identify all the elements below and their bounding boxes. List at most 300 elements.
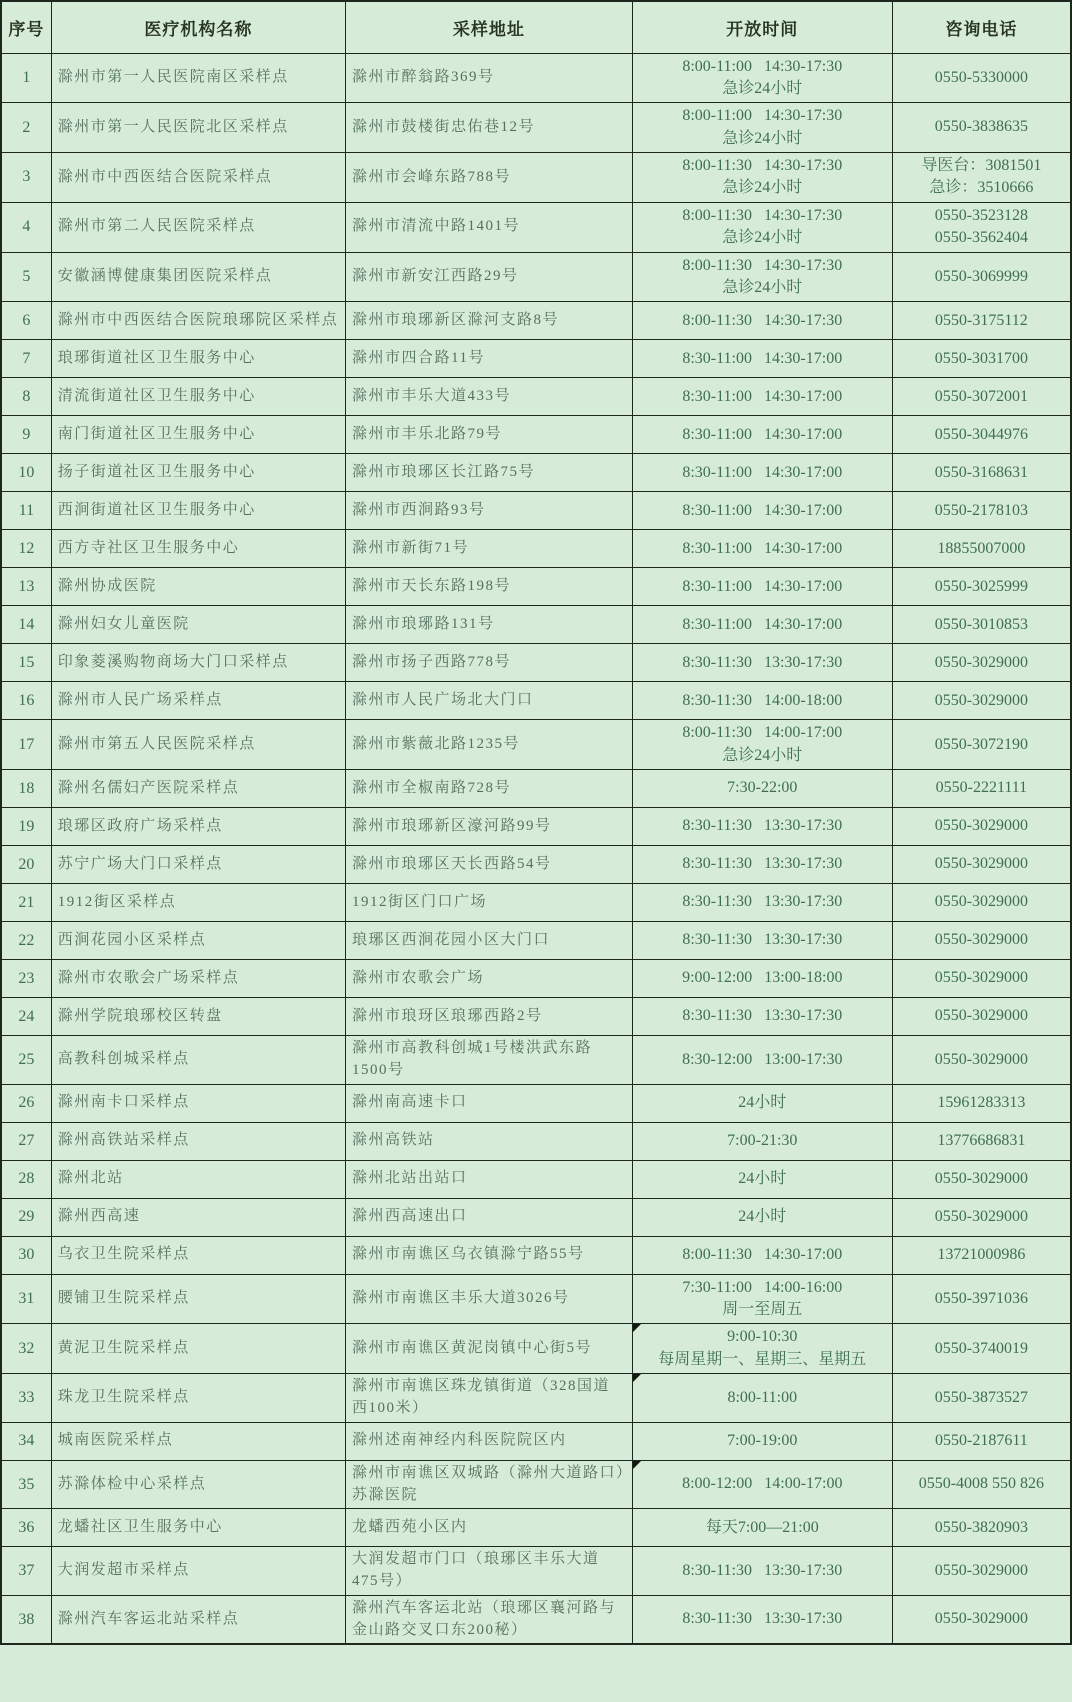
institution-name-line: 滁州市第五人民医院采样点 xyxy=(57,735,256,752)
institution-name xyxy=(51,960,345,998)
phone-number-line: 0550-3029000 xyxy=(934,653,1029,671)
phone-number-line: 0550-5330000 xyxy=(934,68,1029,86)
row-number-line: 24 xyxy=(18,1007,35,1025)
institution-name xyxy=(51,103,345,153)
institution-name xyxy=(51,720,345,770)
row-number-line: 11 xyxy=(18,501,35,519)
table-row xyxy=(1,302,1071,340)
sampling-address-line: 滁州市清流中路1401号 xyxy=(352,218,521,235)
institution-name-line: 大润发超市采样点 xyxy=(57,1562,190,1579)
phone-number xyxy=(892,1274,1071,1324)
institution-name-line: 滁州南卡口采样点 xyxy=(57,1094,190,1111)
table-row xyxy=(1,884,1071,922)
institution-name xyxy=(51,1236,345,1274)
table-row xyxy=(1,1198,1071,1236)
phone-number-line: 0550-2221111 xyxy=(935,779,1028,797)
sampling-address xyxy=(346,1122,633,1160)
row-number xyxy=(1,252,51,302)
sampling-address-line: 滁州市全椒南路728号 xyxy=(352,779,512,796)
sampling-address-line: 滁州市琅琊新区滁河支路8号 xyxy=(352,312,560,329)
row-number xyxy=(1,103,51,153)
opening-hours xyxy=(632,1509,892,1547)
opening-hours xyxy=(632,1324,892,1374)
table-row xyxy=(1,492,1071,530)
institution-name xyxy=(51,998,345,1036)
row-number-line: 17 xyxy=(18,735,35,753)
row-number-line: 21 xyxy=(18,893,35,911)
institution-name-line: 滁州市农歌会广场采样点 xyxy=(57,969,240,986)
phone-number xyxy=(892,1324,1071,1374)
institution-name-line: 滁州市第一人民医院北区采样点 xyxy=(57,118,289,135)
phone-number xyxy=(892,1122,1071,1160)
opening-hours xyxy=(632,1422,892,1460)
phone-number xyxy=(892,1595,1071,1644)
opening-hours xyxy=(632,153,892,203)
row-number-line: 15 xyxy=(18,653,35,671)
institution-name xyxy=(51,682,345,720)
sampling-address xyxy=(346,808,633,846)
row-number xyxy=(1,1160,51,1198)
sampling-address-line: 滁州市琅琊区天长西路54号 xyxy=(352,855,552,872)
row-number-line: 20 xyxy=(18,855,35,873)
sampling-address-line: 滁州市天长东路198号 xyxy=(352,578,512,595)
sampling-address xyxy=(346,416,633,454)
phone-number-line: 0550-3168631 xyxy=(934,463,1029,481)
sampling-address-line: 滁州市紫薇北路1235号 xyxy=(352,735,521,752)
sampling-address-line: 滁州市琅琊新区濠河路99号 xyxy=(352,817,552,834)
phone-number xyxy=(892,808,1071,846)
phone-number xyxy=(892,530,1071,568)
opening-hours xyxy=(632,1198,892,1236)
sampling-address-line: 滁州市南谯区丰乐大道3026号 xyxy=(352,1290,570,1307)
table-row xyxy=(1,1036,1071,1085)
phone-number-line: 0550-4008 550 826 xyxy=(918,1475,1045,1493)
sampling-address-line: 滁州市南谯区双城路（滁州大道路口）苏滁医院 xyxy=(352,1464,626,1503)
opening-hours xyxy=(632,1160,892,1198)
phone-number xyxy=(892,1198,1071,1236)
sampling-address-line: 琅琊区西涧花园小区大门口 xyxy=(352,931,551,948)
row-number-line: 10 xyxy=(18,463,35,481)
institution-name xyxy=(51,416,345,454)
phone-number-line: 0550-3029000 xyxy=(934,1610,1029,1628)
row-number-line: 19 xyxy=(18,817,35,835)
row-number-line: 30 xyxy=(18,1246,35,1264)
table-row xyxy=(1,454,1071,492)
opening-hours-line: 8:00-11:00 14:30-17:30 xyxy=(682,57,843,75)
row-number xyxy=(1,1236,51,1274)
phone-number-line: 0550-3740019 xyxy=(934,1339,1029,1357)
phone-number xyxy=(892,922,1071,960)
sampling-address xyxy=(346,1422,633,1460)
opening-hours-line: 7:30-11:00 14:00-16:00 xyxy=(682,1278,843,1296)
phone-number xyxy=(892,884,1071,922)
institution-name-line: 滁州市第一人民医院南区采样点 xyxy=(57,69,289,86)
table-row xyxy=(1,530,1071,568)
table-row xyxy=(1,378,1071,416)
opening-hours-line: 8:30-11:30 13:30-17:30 xyxy=(682,653,843,671)
sampling-address-line: 滁州市新街71号 xyxy=(352,540,470,557)
table-row xyxy=(1,960,1071,998)
opening-hours xyxy=(632,770,892,808)
phone-number-line: 0550-3029000 xyxy=(934,1007,1029,1025)
opening-hours-line: 8:00-11:30 14:30-17:30 xyxy=(682,311,843,329)
opening-hours xyxy=(632,378,892,416)
opening-hours-line: 急诊24小时 xyxy=(722,229,803,247)
row-number-line: 6 xyxy=(22,311,31,329)
header-opening-hours: 开放时间 xyxy=(632,1,892,53)
sampling-address-line: 滁州市琅琊区长江路75号 xyxy=(352,464,536,481)
table-row xyxy=(1,1160,1071,1198)
phone-number xyxy=(892,1160,1071,1198)
opening-hours xyxy=(632,1374,892,1423)
opening-hours xyxy=(632,454,892,492)
institution-name-line: 扬子街道社区卫生服务中心 xyxy=(57,464,256,481)
sampling-address-line: 滁州高铁站 xyxy=(352,1132,435,1149)
row-number-line: 13 xyxy=(18,577,35,595)
opening-hours xyxy=(632,1274,892,1324)
institution-name-line: 滁州协成医院 xyxy=(57,578,157,595)
opening-hours xyxy=(632,1036,892,1085)
row-number-line: 4 xyxy=(22,218,31,236)
institution-name-line: 南门街道社区卫生服务中心 xyxy=(57,426,256,443)
phone-number xyxy=(892,770,1071,808)
opening-hours xyxy=(632,1122,892,1160)
sampling-address-line: 滁州市四合路11号 xyxy=(352,350,485,367)
sampling-address xyxy=(346,454,633,492)
row-number xyxy=(1,682,51,720)
header-institution-name: 医疗机构名称 xyxy=(51,1,345,53)
opening-hours xyxy=(632,492,892,530)
sampling-address xyxy=(346,606,633,644)
opening-hours-line: 每天7:00—21:00 xyxy=(705,1518,819,1536)
institution-name xyxy=(51,1160,345,1198)
table-row xyxy=(1,1547,1071,1596)
sampling-address xyxy=(346,1084,633,1122)
opening-hours-line: 8:30-11:30 13:30-17:30 xyxy=(682,1610,843,1628)
row-number xyxy=(1,492,51,530)
row-number-line: 28 xyxy=(18,1170,35,1188)
table-row xyxy=(1,1236,1071,1274)
row-number-line: 5 xyxy=(22,268,31,286)
sampling-address xyxy=(346,340,633,378)
table-row xyxy=(1,1509,1071,1547)
opening-hours-line: 8:30-11:30 13:30-17:30 xyxy=(682,893,843,911)
phone-number-line: 导医台：3081501 xyxy=(921,157,1042,175)
institution-name-line: 西方寺社区卫生服务中心 xyxy=(57,540,240,557)
opening-hours-line: 7:30-22:00 xyxy=(727,779,798,797)
institution-name-line: 滁州妇女儿童医院 xyxy=(57,616,190,633)
institution-name-line: 苏滁体检中心采样点 xyxy=(57,1475,207,1492)
phone-number xyxy=(892,252,1071,302)
institution-name-line: 腰铺卫生院采样点 xyxy=(57,1290,190,1307)
phone-number xyxy=(892,103,1071,153)
sampling-address xyxy=(346,1547,633,1596)
institution-name xyxy=(51,1547,345,1596)
row-number xyxy=(1,720,51,770)
opening-hours-line: 8:30-11:30 13:30-17:30 xyxy=(682,1561,843,1579)
phone-number-line: 0550-2178103 xyxy=(934,501,1029,519)
phone-number-line: 0550-3029000 xyxy=(934,817,1029,835)
institution-name-line: 滁州高铁站采样点 xyxy=(57,1132,190,1149)
row-number xyxy=(1,1084,51,1122)
row-number xyxy=(1,1460,51,1509)
table-row xyxy=(1,103,1071,153)
row-number-line: 32 xyxy=(18,1339,35,1357)
row-number xyxy=(1,454,51,492)
institution-name-line: 乌衣卫生院采样点 xyxy=(57,1246,190,1263)
opening-hours xyxy=(632,252,892,302)
institution-name xyxy=(51,644,345,682)
institution-name-line: 清流街道社区卫生服务中心 xyxy=(57,388,256,405)
opening-hours xyxy=(632,1084,892,1122)
opening-hours-line: 9:00-10:30 xyxy=(727,1328,798,1346)
sampling-address xyxy=(346,252,633,302)
table-body xyxy=(1,53,1071,1644)
opening-hours-line: 8:00-11:30 14:30-17:30 xyxy=(682,256,843,274)
sampling-address xyxy=(346,53,633,103)
opening-hours xyxy=(632,416,892,454)
phone-number xyxy=(892,606,1071,644)
phone-number xyxy=(892,644,1071,682)
row-number-line: 1 xyxy=(22,68,31,86)
row-number xyxy=(1,53,51,103)
table-row xyxy=(1,1084,1071,1122)
phone-number-line: 0550-3029000 xyxy=(934,931,1029,949)
row-number xyxy=(1,1422,51,1460)
institution-name-line: 滁州市第二人民医院采样点 xyxy=(57,218,256,235)
institution-name-line: 滁州北站 xyxy=(57,1170,124,1187)
row-number xyxy=(1,1324,51,1374)
row-number xyxy=(1,808,51,846)
institution-name-line: 琅琊区政府广场采样点 xyxy=(57,817,223,834)
institution-name-line: 西涧花园小区采样点 xyxy=(57,931,207,948)
row-number-line: 9 xyxy=(22,425,31,443)
table-row xyxy=(1,606,1071,644)
institution-name xyxy=(51,846,345,884)
institution-name-line: 苏宁广场大门口采样点 xyxy=(57,855,223,872)
phone-number xyxy=(892,302,1071,340)
phone-number-line: 0550-3838635 xyxy=(934,118,1029,136)
phone-number-line: 0550-3175112 xyxy=(935,311,1028,329)
institution-name-line: 印象菱溪购物商场大门口采样点 xyxy=(57,654,289,671)
table-row xyxy=(1,1460,1071,1509)
sampling-address xyxy=(346,884,633,922)
opening-hours-line: 8:00-11:30 14:00-17:00 xyxy=(682,724,843,742)
institution-name-line: 滁州汽车客运北站采样点 xyxy=(57,1610,240,1627)
opening-hours-line: 8:30-12:00 13:00-17:30 xyxy=(682,1050,843,1068)
phone-number-line: 15961283313 xyxy=(937,1093,1026,1111)
phone-number-line: 13721000986 xyxy=(937,1245,1026,1263)
phone-number-line: 0550-3029000 xyxy=(934,893,1029,911)
phone-number-line: 0550-3029000 xyxy=(934,969,1029,987)
institution-name xyxy=(51,53,345,103)
sampling-address xyxy=(346,492,633,530)
opening-hours xyxy=(632,340,892,378)
phone-number xyxy=(892,720,1071,770)
institution-name-line: 安徽涵博健康集团医院采样点 xyxy=(57,268,273,285)
phone-number-line: 0550-2187611 xyxy=(935,1432,1028,1450)
table-row xyxy=(1,1324,1071,1374)
phone-number-line: 0550-3072190 xyxy=(934,735,1029,753)
opening-hours-line: 7:00-21:30 xyxy=(727,1131,798,1149)
institution-name xyxy=(51,922,345,960)
table-row xyxy=(1,153,1071,203)
opening-hours-line: 24小时 xyxy=(738,1093,787,1111)
table-row xyxy=(1,846,1071,884)
row-number xyxy=(1,1374,51,1423)
opening-hours xyxy=(632,202,892,252)
table-row xyxy=(1,922,1071,960)
sampling-address xyxy=(346,1160,633,1198)
sampling-address xyxy=(346,960,633,998)
phone-number xyxy=(892,568,1071,606)
sampling-address-line: 滁州市鼓楼街忠佑巷12号 xyxy=(352,118,536,135)
opening-hours xyxy=(632,1460,892,1509)
opening-hours-line: 8:30-11:00 14:30-17:00 xyxy=(682,463,843,481)
opening-hours xyxy=(632,53,892,103)
sampling-address-line: 滁州北站出站口 xyxy=(352,1170,468,1187)
row-number-line: 26 xyxy=(18,1094,35,1112)
sampling-address-line: 滁州市南谯区珠龙镇街道（328国道西100米） xyxy=(352,1378,611,1416)
opening-hours-line: 8:30-11:00 14:30-17:00 xyxy=(682,387,843,405)
sampling-address-line: 滁州市琅玡区琅琊西路2号 xyxy=(352,1007,543,1024)
row-number xyxy=(1,1122,51,1160)
phone-number xyxy=(892,1084,1071,1122)
row-number-line: 12 xyxy=(18,539,35,557)
phone-number-line: 0550-3029000 xyxy=(934,1207,1029,1225)
institution-name-line: 滁州名儒妇产医院采样点 xyxy=(57,779,240,796)
institution-name-line: 高教科创城采样点 xyxy=(57,1051,190,1068)
institution-name-line: 滁州市人民广场采样点 xyxy=(57,692,223,709)
phone-number xyxy=(892,846,1071,884)
phone-number-line: 0550-3029000 xyxy=(934,1050,1029,1068)
sampling-address xyxy=(346,202,633,252)
row-number-line: 36 xyxy=(18,1518,35,1536)
phone-number-line: 18855007000 xyxy=(937,539,1026,557)
phone-number xyxy=(892,682,1071,720)
row-number xyxy=(1,922,51,960)
phone-number xyxy=(892,378,1071,416)
phone-number-line: 0550-3069999 xyxy=(934,267,1029,285)
opening-hours-line: 8:30-11:00 14:30-17:00 xyxy=(682,615,843,633)
sampling-address-line: 滁州西高速出口 xyxy=(352,1208,468,1225)
phone-number-line: 0550-3562404 xyxy=(934,229,1029,247)
table-row xyxy=(1,644,1071,682)
table-row xyxy=(1,808,1071,846)
opening-hours-line: 8:30-11:30 13:30-17:30 xyxy=(682,1007,843,1025)
institution-name xyxy=(51,153,345,203)
sampling-address xyxy=(346,1236,633,1274)
sampling-address-line: 滁州市扬子西路778号 xyxy=(352,654,512,671)
row-number xyxy=(1,960,51,998)
phone-number xyxy=(892,53,1071,103)
row-number-line: 38 xyxy=(18,1610,35,1628)
phone-number xyxy=(892,1374,1071,1423)
institution-name xyxy=(51,606,345,644)
institution-name-line: 城南医院采样点 xyxy=(57,1432,174,1449)
sampling-address-line: 滁州市西涧路93号 xyxy=(352,502,486,519)
sampling-address xyxy=(346,1595,633,1644)
sampling-address xyxy=(346,1198,633,1236)
table-row xyxy=(1,1422,1071,1460)
header-row xyxy=(1,1,1071,53)
opening-hours-line: 7:00-19:00 xyxy=(727,1432,798,1450)
phone-number-line: 0550-3029000 xyxy=(934,855,1029,873)
institution-name-line: 1912街区采样点 xyxy=(57,893,177,910)
institution-name-line: 龙蟠社区卫生服务中心 xyxy=(57,1518,223,1535)
sampling-address xyxy=(346,1274,633,1324)
row-number xyxy=(1,202,51,252)
table-row xyxy=(1,252,1071,302)
opening-hours xyxy=(632,922,892,960)
opening-hours-line: 急诊24小时 xyxy=(722,179,803,197)
opening-hours-line: 8:00-11:30 14:30-17:00 xyxy=(682,1245,843,1263)
opening-hours-line: 24小时 xyxy=(738,1207,787,1225)
institution-name-line: 黄泥卫生院采样点 xyxy=(57,1339,190,1356)
sampling-address xyxy=(346,302,633,340)
sampling-address-line: 滁州南高速卡口 xyxy=(352,1094,468,1111)
table-row xyxy=(1,340,1071,378)
sampling-address-line: 滁州市新安江西路29号 xyxy=(352,268,519,285)
opening-hours-line: 8:30-11:30 14:00-18:00 xyxy=(682,691,843,709)
sampling-address-line: 滁州述南神经内科医院院区内 xyxy=(352,1432,567,1449)
row-number xyxy=(1,153,51,203)
sampling-address xyxy=(346,682,633,720)
opening-hours xyxy=(632,998,892,1036)
opening-hours-line: 8:00-12:00 14:00-17:00 xyxy=(682,1475,843,1493)
header-sampling-address: 采样地址 xyxy=(346,1,633,53)
row-number xyxy=(1,340,51,378)
row-number xyxy=(1,1595,51,1644)
institution-name xyxy=(51,568,345,606)
opening-hours-line: 8:30-11:00 14:30-17:00 xyxy=(682,501,843,519)
phone-number xyxy=(892,1422,1071,1460)
phone-number-line: 0550-3873527 xyxy=(934,1388,1029,1406)
institution-name xyxy=(51,202,345,252)
row-number xyxy=(1,1274,51,1324)
institution-name xyxy=(51,1509,345,1547)
opening-hours xyxy=(632,682,892,720)
row-number-line: 35 xyxy=(18,1475,35,1493)
row-number xyxy=(1,846,51,884)
sampling-address-line: 1912街区门口广场 xyxy=(352,893,488,910)
phone-number xyxy=(892,1236,1071,1274)
opening-hours-line: 24小时 xyxy=(738,1169,787,1187)
opening-hours-line: 急诊24小时 xyxy=(722,79,803,97)
opening-hours xyxy=(632,302,892,340)
phone-number xyxy=(892,1036,1071,1085)
row-number-line: 18 xyxy=(18,779,35,797)
sampling-address xyxy=(346,568,633,606)
table-row xyxy=(1,1274,1071,1324)
institution-name xyxy=(51,302,345,340)
row-number-line: 7 xyxy=(22,349,31,367)
row-number xyxy=(1,606,51,644)
opening-hours xyxy=(632,103,892,153)
phone-number xyxy=(892,340,1071,378)
row-number xyxy=(1,1198,51,1236)
opening-hours-line: 8:30-11:00 14:30-17:00 xyxy=(682,577,843,595)
table-row xyxy=(1,53,1071,103)
institution-name xyxy=(51,252,345,302)
institution-name xyxy=(51,1274,345,1324)
phone-number-line: 0550-3010853 xyxy=(934,615,1029,633)
opening-hours xyxy=(632,808,892,846)
institution-name xyxy=(51,1374,345,1423)
institution-name xyxy=(51,492,345,530)
institution-name xyxy=(51,340,345,378)
header-serial-number: 序号 xyxy=(1,1,51,53)
